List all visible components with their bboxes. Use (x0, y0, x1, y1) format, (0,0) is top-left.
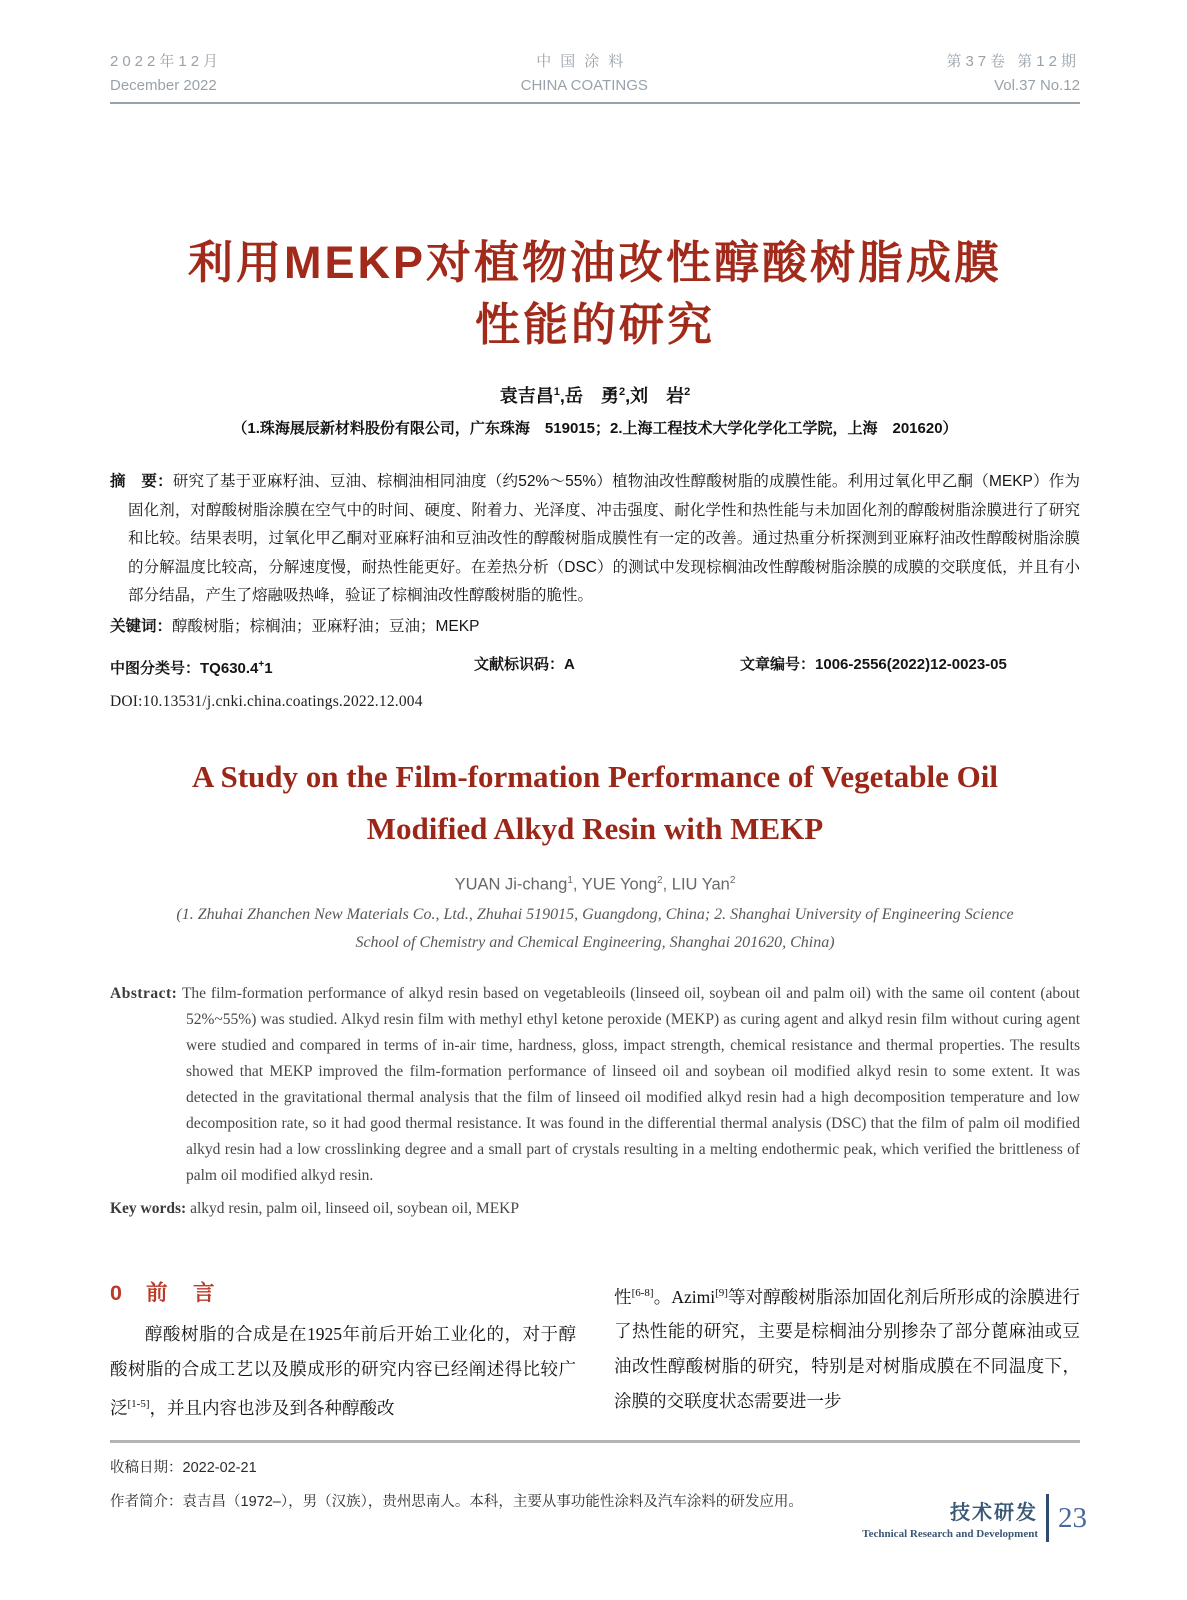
affiliation-en-line2: School of Chemistry and Chemical Engineering, Shanghai 201620, China) (355, 933, 835, 951)
author-bio-label: 作者简介： (110, 1493, 183, 1510)
author-en-1: YUAN Ji-chang (454, 875, 568, 894)
author-en-3: LIU Yan (671, 875, 730, 894)
author-zh-1-affmark: 1 (553, 386, 560, 398)
issue-info-en: Vol.37 No.12 (994, 77, 1080, 94)
article-title-zh-line2: 性能的研究 (474, 299, 715, 350)
section-title: 前 言 (145, 1280, 217, 1305)
author-zh-2-affmark: 2 (618, 386, 626, 398)
body-right-text-2: 。Azimi (653, 1286, 716, 1307)
citation-marker: [6-8] (631, 1286, 654, 1299)
received-date-label: 收稿日期： (110, 1459, 183, 1476)
section-heading (110, 1276, 576, 1307)
affiliation-zh: （1.珠海展辰新材料股份有限公司，广东珠海 519015；2.上海工程技术大学化学化工学院，上海 201620） (232, 420, 958, 437)
journal-name-zh: 中国涂料 (536, 53, 633, 70)
body-right-text-3: 等对醇酸树脂添加固化剂后所形成的涂膜进行了热性能的研究，主要是棕榈油分别掺杂了部分蓖麻油或豆油改性醇酸树脂的研究，特别是对树脂成膜在不同温度下，涂膜的交联度状态需要进一步 (614, 1286, 1080, 1412)
page-number: 23 (1058, 1501, 1087, 1534)
page-footer (862, 1494, 1087, 1542)
clc-number (110, 653, 474, 681)
doi: DOI:10.13531/j.cnki.china.coatings.2022.12.004 (110, 693, 423, 710)
article-id (740, 653, 1080, 681)
header-date-zh: 2022年12月 (110, 53, 223, 70)
received-date (110, 1456, 1080, 1477)
keywords-en-text: alkyd resin, palm oil, linseed oil, soybean oil, MEKP (190, 1199, 519, 1217)
author-separator: , (625, 386, 631, 406)
keywords-zh (110, 613, 1080, 642)
header-journal-block (521, 50, 648, 98)
body-column-right (614, 1274, 1080, 1432)
body-columns (110, 1274, 1080, 1432)
abstract-zh-label: 摘 要： (110, 473, 173, 490)
keywords-en (110, 1200, 1080, 1218)
abstract-zh-text: 研究了基于亚麻籽油、豆油、棕榈油相同油度（约52%～55%）植物油改性醇酸树脂的成膜性能。利用过氧化甲乙酮（MEKP）作为固化剂，对醇酸树脂涂膜在空气中的时间、硬度、附着力、光泽度、冲击强度、耐化学性和热性能与未加固化剂的醇酸树脂涂膜进行了研究和比较。结果表明，过氧化甲乙酮对亚麻籽油和豆油改性的醇酸树脂成膜性有一定的改善。通过热重分析探测到亚麻籽油改性醇酸树脂涂膜的分解温度比较高，分解速度慢，耐热性能更好。在差热分析（DSC）的测试中发现棕榈油改性醇酸树脂涂膜的成膜的交联度低，并且有小部分结晶，产生了熔融吸热峰，验证了棕榈油改性醇酸树脂的脆性。 (128, 473, 1080, 604)
authors-zh (110, 382, 1080, 408)
clc-superscript: + (258, 659, 265, 670)
abstract-en-label: Abstract: (110, 984, 178, 1002)
keywords-zh-text: 醇酸树脂；棕榈油；亚麻籽油；豆油；MEKP (172, 617, 480, 635)
affiliation-en-line1: (1. Zhuhai Zhanchen New Materials Co., Ltd., Zhuhai 519015, Guangdong, China; 2. Shanghai University of Engineering Science (176, 905, 1014, 923)
author-zh-3-affmark: 2 (684, 386, 691, 398)
article-title-en (110, 751, 1080, 855)
citation-marker: [9] (715, 1286, 728, 1299)
citation-marker: [1-5] (127, 1397, 150, 1410)
article-title-zh-line1: 利用MEKP对植物油改性醇酸树脂成膜 (187, 237, 1002, 288)
author-bio-text: 袁吉昌（1972–），男（汉族），贵州思南人。本科，主要从事功能性涂料及汽车涂料的研发应用。 (182, 1493, 803, 1510)
article-id-label: 文章编号： (740, 656, 816, 673)
author-en-2: YUE Yong (581, 875, 658, 894)
header-divider (110, 102, 1080, 104)
header-date-en: December 2022 (110, 77, 217, 94)
body-column-left (110, 1274, 576, 1432)
author-separator: , (572, 875, 582, 894)
section-number: 0 (110, 1280, 124, 1305)
document-code (474, 653, 740, 681)
footer-section-en: Technical Research and Development (862, 1528, 1038, 1540)
author-en-1-affmark: 1 (567, 875, 573, 886)
abstract-en (110, 981, 1080, 1189)
author-separator: , (662, 875, 672, 894)
body-paragraph-right (614, 1276, 1080, 1420)
footer-divider-bar (1046, 1494, 1049, 1542)
clc-tail: 1 (264, 660, 273, 677)
body-paragraph-left (110, 1317, 576, 1426)
classification-row (110, 653, 1080, 681)
document-code-label: 文献标识码： (474, 656, 565, 673)
author-en-2-affmark: 2 (657, 875, 663, 886)
article-title-en-line2: Modified Alkyd Resin with MEKP (366, 811, 824, 846)
author-zh-3: 刘 岩 (630, 386, 685, 406)
clc-label: 中图分类号： (110, 660, 201, 677)
author-zh-2: 岳 勇 (564, 386, 619, 406)
journal-name-en: CHINA COATINGS (520, 77, 648, 94)
keywords-en-label: Key words: (110, 1199, 187, 1217)
article-id-value: 1006-2556(2022)12-0023-05 (815, 656, 1007, 673)
article-title-zh (110, 232, 1080, 356)
author-zh-1: 袁吉昌 (499, 386, 554, 406)
journal-header (110, 0, 1080, 98)
body-right-text-1: 性 (614, 1286, 632, 1307)
author-separator: , (559, 386, 565, 406)
footer-section-block (862, 1496, 1038, 1540)
header-issue-block (946, 50, 1080, 98)
authors-en (110, 875, 1080, 895)
received-date-value: 2022-02-21 (182, 1459, 257, 1476)
footer-section-zh: 技术研发 (950, 1502, 1038, 1524)
body-left-text-2: ，并且内容也涉及到各种醇酸改 (149, 1397, 395, 1418)
author-en-3-affmark: 2 (729, 875, 736, 886)
issue-info-zh: 第37卷 第12期 (946, 53, 1080, 70)
footnote-divider (110, 1440, 1080, 1443)
header-date-block (110, 50, 222, 98)
body-left-text-1: 醇酸树脂的合成是在1925年前后开始工业化的，对于醇酸树脂的合成工艺以及膜成形的研究内容已经阐述得比较广泛 (110, 1323, 576, 1418)
keywords-zh-label: 关键词： (110, 617, 173, 635)
article-title-en-line1: A Study on the Film-formation Performance of Vegetable Oil (192, 759, 998, 794)
document-code-value: A (564, 656, 575, 673)
abstract-en-body: The film-formation performance of alkyd resin based on vegetableoils (linseed oil, soybean oil and palm oil) with the same oil content (about 52%~55%) was studied. Alkyd resin film with methyl ethyl ketone peroxide (MEKP) as curing agent and alkyd resin film without curing agent were studied and compared in terms of in-air time, hardness, gloss, impact strength, chemical resistance and thermal properties. The results showed that MEKP improved the film-formation performance of linseed oil and soybean oil modified alkyd resin to some extent. It was detected in the gravitational thermal analysis that the film of linseed oil modified alkyd resin had a high decomposition temperature and low decomposition rate, so it had good thermal resistance. It was found in the differential thermal analysis (DSC) that the film of palm oil modified alkyd resin had a low crosslinking degree and a small part of crystals resulting in a melting endothermic peak, which verified the brittleness of palm oil modified alkyd resin. (181, 984, 1080, 1184)
clc-base: TQ630.4 (200, 660, 259, 677)
affiliation-en (110, 901, 1080, 957)
abstract-zh (110, 468, 1080, 611)
